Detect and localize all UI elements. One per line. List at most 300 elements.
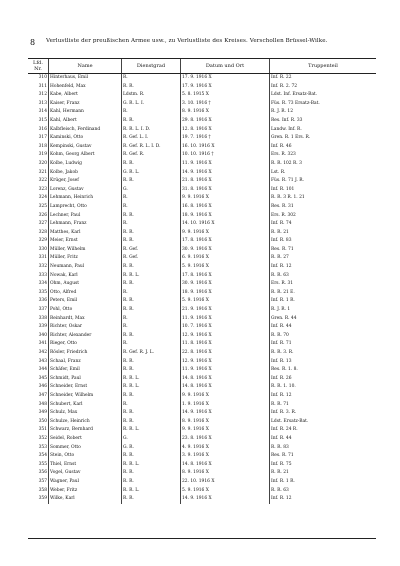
table-row bbox=[28, 306, 376, 315]
cell-rank: R. R. bbox=[122, 229, 181, 238]
cell-rank: R. R. bbox=[122, 237, 181, 246]
cell-date: 10. 10. 1916 † bbox=[181, 151, 270, 160]
cell-unit: Inf. R. 44 bbox=[270, 435, 377, 444]
table-row bbox=[28, 375, 376, 384]
cell-name: Kaminski, Otto bbox=[49, 134, 122, 143]
cell-number: 342 bbox=[38, 350, 47, 355]
cell-date: 17. 8. 1916 X bbox=[181, 272, 270, 281]
cell-unit: R. R. 63 bbox=[270, 272, 377, 281]
cell-number: 352 bbox=[38, 435, 47, 441]
cell-name: Schmidt, Paul bbox=[49, 375, 122, 384]
cell-number: 344 bbox=[38, 367, 47, 373]
cell-unit: Inf. R. 2. 72 bbox=[270, 83, 377, 92]
cell-number: 356 bbox=[38, 470, 47, 476]
cell-date: 9. 9. 1916 X bbox=[181, 194, 270, 203]
cell-unit: Lst. R. bbox=[270, 169, 377, 178]
cell-unit: Res. R. 71 bbox=[270, 452, 377, 461]
cell-date: 12. 9. 1916 X bbox=[181, 332, 270, 341]
cell-number: 320 bbox=[38, 160, 47, 166]
cell-name: Schneider, Ernst bbox=[49, 383, 122, 392]
cell-unit: Inf. R. 22 bbox=[270, 74, 377, 83]
cell-unit: Inf. R. 44 bbox=[270, 323, 377, 332]
table-row bbox=[28, 332, 376, 341]
cell-date: 11. 9. 1916 X bbox=[181, 160, 270, 169]
cell-date: 30. 9. 1916 X bbox=[181, 246, 270, 255]
cell-date: 8. 9. 1916 X bbox=[181, 108, 270, 117]
cell-name: Müller, Wilhelm bbox=[49, 246, 122, 255]
cell-name: Reinhardt, Max bbox=[49, 315, 122, 324]
cell-number: 316 bbox=[38, 126, 47, 132]
cell-date: 30. 9. 1916 X bbox=[181, 280, 270, 289]
cell-name: Otto, Alfred bbox=[49, 289, 122, 298]
cell-date: 14. 8. 1916 X bbox=[181, 461, 270, 470]
cell-rank: R. R. L. bbox=[122, 487, 181, 496]
table-row bbox=[28, 212, 376, 221]
cell-unit: Inf. R. 74 bbox=[270, 220, 377, 229]
cell-name: Vogel, Gustav bbox=[49, 469, 122, 478]
cell-date: 5. 9. 1916 X bbox=[181, 487, 270, 496]
cell-date: 6. 9. 1916 X bbox=[181, 254, 270, 263]
col-header-rank: Dienstgrad bbox=[122, 59, 181, 74]
table-row bbox=[28, 186, 376, 195]
cell-unit: Inf. R. 3. R. bbox=[270, 409, 377, 418]
cell-date: 5. 8. 1915 X bbox=[181, 91, 270, 100]
cell-rank: R. R. bbox=[122, 212, 181, 221]
cell-name: Rieger, Otto bbox=[49, 340, 122, 349]
cell-number: 353 bbox=[38, 444, 47, 450]
cell-rank: G. R. bbox=[122, 444, 181, 453]
table-row bbox=[28, 392, 376, 401]
table-row bbox=[28, 272, 376, 281]
cell-name: Nowak, Karl bbox=[49, 272, 122, 281]
cell-rank: R. R. bbox=[122, 358, 181, 367]
cell-number: 327 bbox=[38, 221, 47, 227]
cell-name: Hohenfeld, Max bbox=[49, 83, 122, 92]
cell-name: Kolbe, Jakob bbox=[49, 169, 122, 178]
table-row bbox=[28, 246, 376, 255]
cell-number: 359 bbox=[38, 496, 47, 502]
cell-rank: G. bbox=[122, 435, 181, 444]
cell-rank: R. Gef. R. J. L. bbox=[122, 349, 181, 358]
cell-unit: Inf. R. 24 R. bbox=[270, 426, 377, 435]
cell-name: Stein, Otto bbox=[49, 452, 122, 461]
cell-number: 347 bbox=[38, 392, 47, 398]
cell-unit: Res. R. 1. 8. bbox=[270, 366, 377, 375]
cell-name: Neumann, Paul bbox=[49, 263, 122, 272]
cell-date: 18. 9. 1916 X bbox=[181, 289, 270, 298]
cell-name: Krüger, Josef bbox=[49, 177, 122, 186]
cell-number: 341 bbox=[38, 341, 47, 347]
table-body bbox=[28, 74, 376, 504]
cell-number: 350 bbox=[38, 418, 47, 424]
table-row bbox=[28, 383, 376, 392]
table-row bbox=[28, 254, 376, 263]
cell-number: 337 bbox=[38, 307, 47, 313]
cell-number: 343 bbox=[38, 358, 47, 364]
cell-rank: R. R. L. bbox=[122, 426, 181, 435]
cell-rank: R. R. L. bbox=[122, 461, 181, 470]
cell-name: Schwarz, Bernhard bbox=[49, 426, 122, 435]
cell-date: 23. 8. 1916 X bbox=[181, 435, 270, 444]
cell-rank: R. bbox=[122, 108, 181, 117]
cell-name: Kahl, Hermann bbox=[49, 108, 122, 117]
cell-number: 328 bbox=[38, 229, 47, 235]
cell-rank: R. bbox=[122, 323, 181, 332]
cell-date: 12. 9. 1916 X bbox=[181, 358, 270, 367]
cell-unit: Ers. R. 302 bbox=[270, 212, 377, 221]
cell-unit: R. R. 3. R. bbox=[270, 349, 377, 358]
cell-unit: R. R. 21 bbox=[270, 469, 377, 478]
cell-date: 17. 8. 1916 X bbox=[181, 237, 270, 246]
cell-unit: R. J. R. 12 bbox=[270, 108, 377, 117]
cell-rank: R. R. bbox=[122, 160, 181, 169]
table-row bbox=[28, 349, 376, 358]
cell-unit: Landw. Inf. R. bbox=[270, 126, 377, 135]
cell-number: 330 bbox=[38, 246, 47, 252]
table-row bbox=[28, 469, 376, 478]
cell-date: 14. 9. 1916 X bbox=[181, 409, 270, 418]
table-row bbox=[28, 263, 376, 272]
cell-unit: R. R. 71 bbox=[270, 401, 377, 410]
cell-number: 349 bbox=[38, 410, 47, 416]
cell-rank: R. R. L. I. D. bbox=[122, 126, 181, 135]
table-row bbox=[28, 435, 376, 444]
table-row bbox=[28, 100, 376, 109]
cell-date: 21. 8. 1916 X bbox=[181, 177, 270, 186]
cell-number: 332 bbox=[38, 264, 47, 270]
cell-name: Müller, Fritz bbox=[49, 254, 122, 263]
cell-number: 311 bbox=[38, 83, 47, 89]
cell-unit: Res. Inf. R. 33 bbox=[270, 117, 377, 126]
cell-number: 338 bbox=[38, 315, 47, 321]
cell-rank: Ldstm. R. bbox=[122, 91, 181, 100]
cell-date: 14. 10. 1916 X bbox=[181, 220, 270, 229]
cell-name: Schneider, Wilhelm bbox=[49, 392, 122, 401]
cell-name: Peters, Emil bbox=[49, 297, 122, 306]
cell-date: 17. 9. 1916 X bbox=[181, 74, 270, 83]
cell-date: 1. 9. 1916 X bbox=[181, 401, 270, 410]
table-row bbox=[28, 340, 376, 349]
cell-name: Meier, Ernst bbox=[49, 237, 122, 246]
table-row bbox=[28, 117, 376, 126]
cell-number: 324 bbox=[38, 195, 47, 201]
cell-number: 313 bbox=[38, 100, 47, 106]
cell-rank: R. R. bbox=[122, 306, 181, 315]
cell-unit: Inf. R. 83 bbox=[270, 237, 377, 246]
cell-rank: R. bbox=[122, 340, 181, 349]
cell-date: 22. 10. 1916 X bbox=[181, 478, 270, 487]
cell-name: Rösler, Friedrich bbox=[49, 349, 122, 358]
cell-date: 21. 9. 1916 X bbox=[181, 306, 270, 315]
col-header-date: Datum und Ort bbox=[181, 59, 270, 74]
cell-name: Lehmann, Heinrich bbox=[49, 194, 122, 203]
cell-name: Lorenz, Gustav bbox=[49, 186, 122, 195]
cell-rank: R. R. L. bbox=[122, 272, 181, 281]
cell-rank: R. R. bbox=[122, 478, 181, 487]
table-row bbox=[28, 237, 376, 246]
cell-date: 3. 10. 1916 † bbox=[181, 100, 270, 109]
cell-unit: R. R. 21 E. bbox=[270, 289, 377, 298]
cell-rank: R. bbox=[122, 194, 181, 203]
cell-rank: R. bbox=[122, 203, 181, 212]
cell-name: Sommer, Otto bbox=[49, 444, 122, 453]
table-row bbox=[28, 444, 376, 453]
cell-name: Wagner, Paul bbox=[49, 478, 122, 487]
cell-number: 315 bbox=[38, 117, 47, 123]
cell-unit: Inf. R. 101 bbox=[270, 186, 377, 195]
cell-date: 11. 9. 1916 X bbox=[181, 366, 270, 375]
cell-name: Lamprecht, Otto bbox=[49, 203, 122, 212]
cell-date: 5. 9. 1916 X bbox=[181, 263, 270, 272]
cell-name: Pohl, Otto bbox=[49, 306, 122, 315]
page-number: 8 bbox=[30, 38, 36, 47]
cell-number: 319 bbox=[38, 152, 47, 158]
cell-rank: R. R. bbox=[122, 177, 181, 186]
cell-unit: Gren. R. 1 Ers. R. bbox=[270, 134, 377, 143]
cell-unit: Inf. R. 75 bbox=[270, 461, 377, 470]
cell-rank: R. R. bbox=[122, 263, 181, 272]
cell-rank: R. bbox=[122, 401, 181, 410]
cell-unit: R. R. 21 bbox=[270, 229, 377, 238]
cell-date: 5. 9. 1916 X bbox=[181, 297, 270, 306]
running-title: Verlustliste der preußischen Armee usw., zu Verlustliste des Kreises. Verschollen Brüssel-Wilke. bbox=[46, 38, 328, 44]
cell-unit: R. R. 83 bbox=[270, 444, 377, 453]
table-row bbox=[28, 108, 376, 117]
table-row bbox=[28, 194, 376, 203]
cell-number: 340 bbox=[38, 332, 47, 338]
cell-number: 326 bbox=[38, 212, 47, 218]
cell-date: 9. 9. 1916 X bbox=[181, 229, 270, 238]
cell-name: Ohm, August bbox=[49, 280, 122, 289]
table-row bbox=[28, 366, 376, 375]
cell-unit: R. R. 3 R. 1. 21 bbox=[270, 194, 377, 203]
cell-unit: Inf. R. 46 bbox=[270, 143, 377, 152]
cell-name: Richter, Alexander bbox=[49, 332, 122, 341]
cell-rank: R. bbox=[122, 74, 181, 83]
cell-number: 355 bbox=[38, 461, 47, 467]
cell-date: 4. 9. 1916 X bbox=[181, 444, 270, 453]
cell-number: 331 bbox=[38, 255, 47, 261]
cell-rank: R. R. bbox=[122, 409, 181, 418]
cell-number: 346 bbox=[38, 384, 47, 390]
cell-unit: Ldst. Ersatz-Bat. bbox=[270, 418, 377, 427]
cell-number: 339 bbox=[38, 324, 47, 330]
cell-number: 329 bbox=[38, 238, 47, 244]
cell-rank: R. R. bbox=[122, 83, 181, 92]
cell-number: 357 bbox=[38, 478, 47, 484]
cell-date: 9. 9. 1916 X bbox=[181, 426, 270, 435]
table-row bbox=[28, 91, 376, 100]
cell-number: 334 bbox=[38, 281, 47, 287]
cell-name: Matthes, Karl bbox=[49, 229, 122, 238]
table-row bbox=[28, 203, 376, 212]
cell-number: 348 bbox=[38, 401, 47, 407]
cell-rank: R. bbox=[122, 289, 181, 298]
col-header-name: Name bbox=[49, 59, 122, 74]
cell-date: 19. 7. 1916 † bbox=[181, 134, 270, 143]
table-row bbox=[28, 418, 376, 427]
cell-name: Seidel, Robert bbox=[49, 435, 122, 444]
table-row bbox=[28, 452, 376, 461]
table-row bbox=[28, 220, 376, 229]
table-row bbox=[28, 426, 376, 435]
cell-rank: R. R. bbox=[122, 392, 181, 401]
table-row bbox=[28, 229, 376, 238]
cell-unit: R. R. 1. 10. bbox=[270, 383, 377, 392]
cell-number: 333 bbox=[38, 272, 47, 278]
table-row bbox=[28, 478, 376, 487]
cell-name: Kaiser, Franz bbox=[49, 100, 122, 109]
cell-number: 323 bbox=[38, 186, 47, 192]
cell-number: 321 bbox=[38, 169, 47, 175]
cell-unit: Res. R. 71 bbox=[270, 246, 377, 255]
cell-unit: Inf. R. 1 R. bbox=[270, 297, 377, 306]
table-row bbox=[28, 160, 376, 169]
table-row bbox=[28, 358, 376, 367]
table-row bbox=[28, 289, 376, 298]
bottom-rule bbox=[28, 538, 376, 539]
cell-number: 312 bbox=[38, 92, 47, 98]
cell-number: 354 bbox=[38, 453, 47, 459]
cell-rank: R. R. bbox=[122, 366, 181, 375]
cell-date: 14. 8. 1916 X bbox=[181, 383, 270, 392]
cell-number: 322 bbox=[38, 178, 47, 184]
cell-rank: G. bbox=[122, 186, 181, 195]
table-row bbox=[28, 487, 376, 496]
casualty-table bbox=[28, 58, 376, 504]
cell-name: Wilke, Karl bbox=[49, 495, 122, 504]
cell-rank: R. Gef. bbox=[122, 254, 181, 263]
table-row bbox=[28, 409, 376, 418]
cell-number: 358 bbox=[38, 487, 47, 493]
cell-number: 351 bbox=[38, 427, 47, 433]
cell-name: Kohm, Georg Albert bbox=[49, 151, 122, 160]
col-header-unit: Truppenteil bbox=[270, 59, 377, 74]
cell-unit: Inf. R. 71 bbox=[270, 340, 377, 349]
cell-name: Richter, Oskar bbox=[49, 323, 122, 332]
cell-date: 18. 9. 1916 X bbox=[181, 212, 270, 221]
cell-date: 9. 9. 1916 X bbox=[181, 392, 270, 401]
cell-rank: R. Gef. R. bbox=[122, 151, 181, 160]
cell-name: Schaal, Franz bbox=[49, 358, 122, 367]
cell-unit: R. R. 70 bbox=[270, 332, 377, 341]
cell-name: Lehmann, Franz bbox=[49, 220, 122, 229]
cell-date: 22. 8. 1916 X bbox=[181, 349, 270, 358]
cell-date: 12. 8. 1916 X bbox=[181, 126, 270, 135]
cell-number: 310 bbox=[38, 75, 47, 80]
cell-rank: G. R. L. bbox=[122, 169, 181, 178]
cell-rank: G. R. L. I. bbox=[122, 100, 181, 109]
cell-date: 16. 8. 1916 X bbox=[181, 203, 270, 212]
table-row bbox=[28, 177, 376, 186]
cell-rank: R. R. bbox=[122, 418, 181, 427]
cell-number: 335 bbox=[38, 289, 47, 295]
cell-name: Schulze, Heinrich bbox=[49, 418, 122, 427]
cell-unit: Ers. R. 31 bbox=[270, 280, 377, 289]
cell-number: 325 bbox=[38, 203, 47, 209]
cell-number: 317 bbox=[38, 135, 47, 141]
cell-number: 345 bbox=[38, 375, 47, 381]
table-row bbox=[28, 151, 376, 160]
cell-rank: R. R. bbox=[122, 452, 181, 461]
cell-rank: R. R. bbox=[122, 117, 181, 126]
cell-date: 14. 8. 1916 X bbox=[181, 375, 270, 384]
cell-unit: R. R. 27 bbox=[270, 254, 377, 263]
cell-date: 8. 9. 1916 X bbox=[181, 418, 270, 427]
cell-rank: R. bbox=[122, 315, 181, 324]
cell-rank: R. Gef. bbox=[122, 246, 181, 255]
col-header-number: Lfd. Nr. bbox=[28, 59, 49, 74]
cell-rank: R. R. L. bbox=[122, 375, 181, 384]
cell-rank: R. Gef. L. I. bbox=[122, 134, 181, 143]
table-row bbox=[28, 134, 376, 143]
cell-rank: R. R. bbox=[122, 469, 181, 478]
cell-date: 17. 9. 1916 X bbox=[181, 83, 270, 92]
cell-number: 314 bbox=[38, 109, 47, 115]
cell-rank: R. R. bbox=[122, 332, 181, 341]
cell-unit: R. R. 63 bbox=[270, 487, 377, 496]
cell-unit: Füs. R. 73 Ersatz-Bat. bbox=[270, 100, 377, 109]
cell-rank: R. Gef. R. L. I. D. bbox=[122, 143, 181, 152]
cell-unit: Füs. R. 71 J. R. bbox=[270, 177, 377, 186]
table-row bbox=[28, 143, 376, 152]
table-row bbox=[28, 126, 376, 135]
table-row bbox=[28, 461, 376, 470]
cell-name: Thiel, Ernst bbox=[49, 461, 122, 470]
table-row bbox=[28, 280, 376, 289]
table-row bbox=[28, 74, 376, 83]
cell-date: 31. 8. 1916 X bbox=[181, 186, 270, 195]
cell-rank: R. bbox=[122, 220, 181, 229]
cell-name: Hinterhaus, Emil bbox=[49, 74, 122, 83]
cell-unit: Inf. R. 26 bbox=[270, 375, 377, 384]
table-row bbox=[28, 323, 376, 332]
cell-date: 16. 10. 1916 X bbox=[181, 143, 270, 152]
table-row bbox=[28, 401, 376, 410]
cell-rank: R. R. bbox=[122, 495, 181, 504]
cell-unit: Inf. R. 13 bbox=[270, 358, 377, 367]
cell-name: Kempinski, Gustav bbox=[49, 143, 122, 152]
cell-name: Lechner, Paul bbox=[49, 212, 122, 221]
cell-unit: Inf. R. 1 R. bbox=[270, 478, 377, 487]
table-row bbox=[28, 495, 376, 504]
cell-date: 3. 9. 1916 X bbox=[181, 452, 270, 461]
cell-unit: Ldst. Inf. Ersatz-Bat. bbox=[270, 91, 377, 100]
cell-name: Kabe, Albert bbox=[49, 91, 122, 100]
cell-unit: R. J. R. 1 bbox=[270, 306, 377, 315]
table-row bbox=[28, 83, 376, 92]
cell-unit: R. R. 102 R. 3 bbox=[270, 160, 377, 169]
cell-date: 29. 8. 1916 X bbox=[181, 117, 270, 126]
cell-rank: R. R. bbox=[122, 297, 181, 306]
cell-number: 318 bbox=[38, 143, 47, 149]
cell-name: Weber, Fritz bbox=[49, 487, 122, 496]
cell-unit: Gren. R. 44 bbox=[270, 315, 377, 324]
cell-date: 10. 7. 1916 X bbox=[181, 323, 270, 332]
cell-unit: Inf. R. 12 bbox=[270, 392, 377, 401]
cell-unit: Inf. R. 12 bbox=[270, 263, 377, 272]
cell-date: 14. 9. 1916 X bbox=[181, 495, 270, 504]
cell-number: 336 bbox=[38, 298, 47, 304]
table-row bbox=[28, 315, 376, 324]
table-row bbox=[28, 297, 376, 306]
cell-name: Kolbe, Ludwig bbox=[49, 160, 122, 169]
cell-unit: Ers. R. 323 bbox=[270, 151, 377, 160]
cell-date: 14. 9. 1916 X bbox=[181, 169, 270, 178]
cell-rank: R. R. bbox=[122, 280, 181, 289]
table-row bbox=[28, 169, 376, 178]
cell-date: 11. 9. 1916 X bbox=[181, 315, 270, 324]
